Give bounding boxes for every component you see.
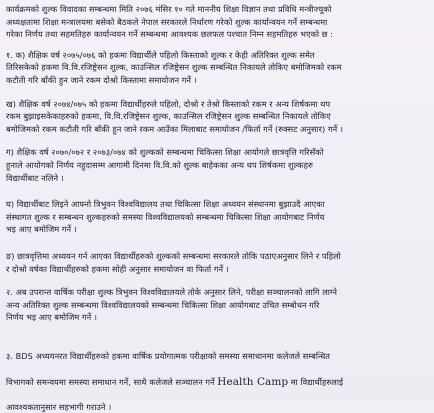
point-1-a: १. क) शैक्षिक वर्ष २०७५/०७६ को हकमा विद्यार्थीले पहिलो किस्ताको शुल्क र केही अतिरिक्त शुल्क समेत तिरिसकेको हकमा वि.वि.रजिष्ट्रेसन शुल्क, काउन्सिल रजिष्ट्रेसन शुल्क सम्बन्धित निकायले तोकिए बमोजिमको रकम कटौती गरि बाँकी हुन जाने रकम दोश्रो किस्तामा समायोजन गर्ने ।	[6, 49, 342, 85]
point-1-c: ग) शैक्षिक वर्ष २०७०/०७२ र २०७३/०७४ को शुल्कको सम्बन्धमा चिकित्सा शिक्षा आयोगले छात्रवृत्ति गरिसँको हुनाले आयोगको निर्णय नहुदासम्म आगामी दिनमा वि.वि.को शुल्क बाहेकका अन्य थप शिर्षकमा शुल्कहरु विद्यार्थीबाट नलिने ।	[6, 147, 324, 183]
point-3-line-1: ३. BDS अध्ययनरत विद्यार्थीहरुको हकमा वार्षिक प्रयोगात्मक परीक्षाको समस्या समाधानमा कलेजले सम्बन्धित	[6, 351, 331, 362]
point-1-d: घ) विद्यार्थीबाट लिइने आफ्नो त्रिभुवन विश्वविद्यालय तथा चिकित्सा शिक्षा अध्ययन संस्थानमा बुझाउदै आएका संस्थागत शुल्क र सम्बन्धन शुल्कहरुको समस्या विश्वविद्यालयको सम्बन्धमा चिकित्सा शिक्षा आयोगबाट निर्णय भइ आए बमोजिम गर्ने ।	[6, 199, 325, 235]
intro-paragraph: कार्यक्रमको शुल्क विवादका सम्बन्धमा मिति २०७६ मंसिर १० गते माननीय शिक्षा विज्ञान तथा प्रविधि मन्त्रीज्यूको अध्यक्षतामा शिक्षा मन्त्रालयमा बसेको बैठकले नेपाल सरकारले निर्धारण गरेको शुल्क कार्यान्वयन गर्ने सम्बन्धमा गरेका निर्णय तथा सहमतिहरु कार्यान्वयन गर्ने सम्बन्धमा आवश्यक छलफल पश्चात निम्न सहमतिहरु भएको छ :	[6, 4, 334, 40]
point-1-e: ङ) छात्रवृत्तिमा अध्ययन गर्न आएका विद्यार्थीहरुको शुल्कको सम्बन्धमा सरकारले तोकि पठाएअनुसार लिने र पहिलो र दोश्रो वर्षका विद्यार्थीहरुको हकमा सोही अनुसार समायोजन वा फिर्ता गर्ने ।	[6, 250, 341, 274]
health-camp-text: Health Camp	[217, 375, 289, 388]
point-3-line-2-end: मा विद्यार्थीहरुलाई	[288, 376, 344, 387]
point-1-b: ख) शैक्षिक वर्ष २०७४/०७५ को हकमा विद्यार्थीहरुले पहिलो, दोश्रो र तेश्रो किस्ताको रकम र अन्य शिर्षकमा थप रकम बुझाइसकेकाहरुको हकमा, वि.वि.रजिष्ट्रेसन शुल्क, काउन्सिल रजिष्ट्रेसन शुल्क सम्बन्धित निकायले तोकिए बमोजिमको रकम कटौती गरि बाँकी हुन जाने रकम आउँका मिलाबाट समायोजन /फिर्ता गर्ने (रुक्सट अनुसार) गर्ने ।	[6, 98, 344, 134]
point-3-line-3: आवश्यकतानुसार सहभागी गराउने ।	[6, 401, 112, 412]
point-2: २. अब उपरान्त वार्षिक परीक्षा शुल्क त्रिभुवन विश्वविद्यालयले तोके अनुसार लिने, परीक्षा सञ्चालनको लागि लाग्ने अन्य अतिरिक्त शुल्क सम्बन्धमा विश्वविद्यालयको सम्बन्धमा चिकित्सा शिक्षा आयोगबाट उचित सम्बोधन गरि निर्णय भइ आए बमोजिम गर्ने ।	[6, 287, 337, 323]
point-3-line-2-start: विभागको समन्वयमा समस्या समाधान गर्ने, साथै कलेजले सञ्चालन गर्ने	[6, 376, 218, 387]
point-3	[6, 338, 424, 413]
